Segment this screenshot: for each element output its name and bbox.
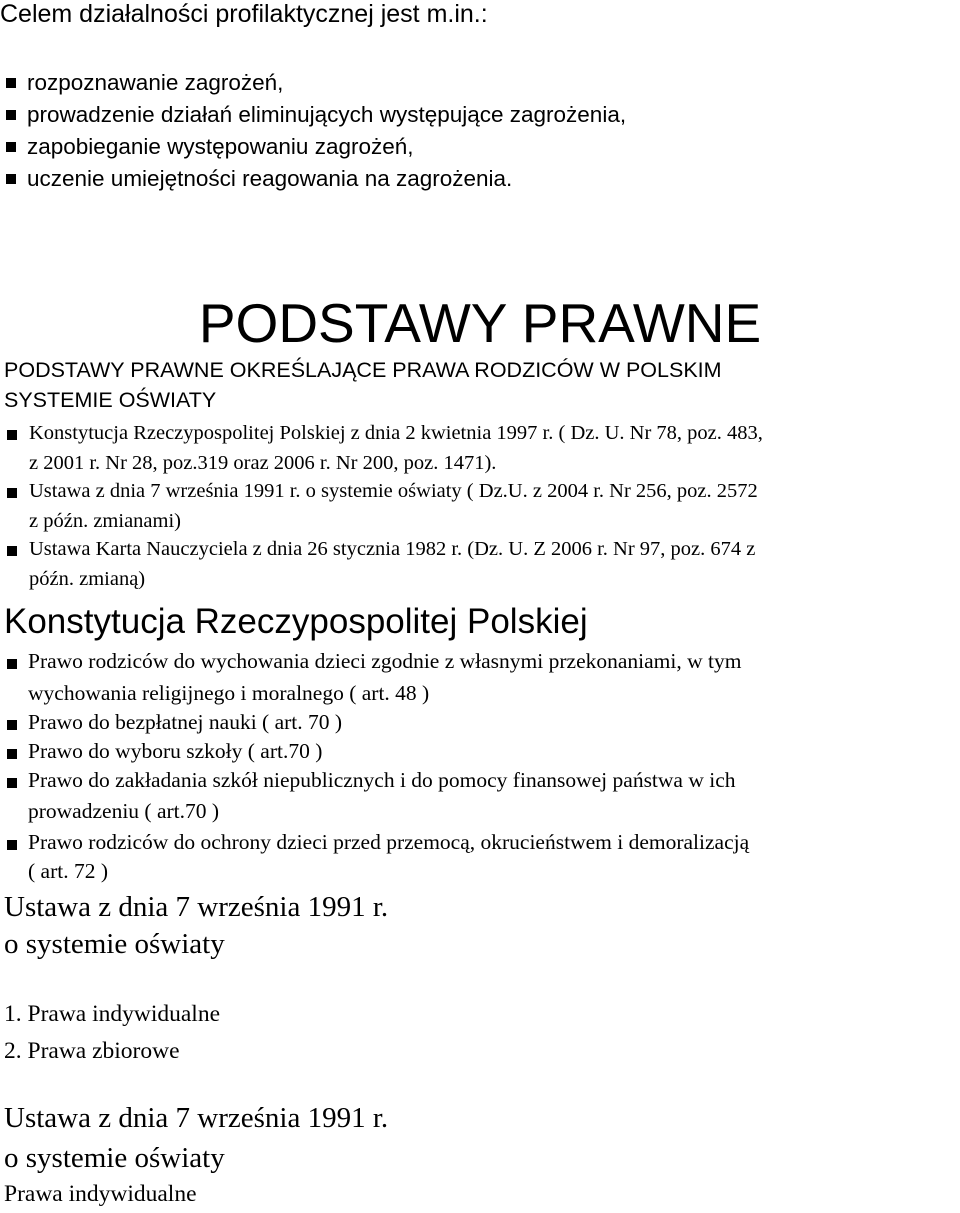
bullet-icon — [7, 659, 17, 669]
constitution-item-line2: wychowania religijnego i moralnego ( art. 48 ) — [28, 681, 430, 705]
bullet-icon — [7, 840, 17, 850]
legal-subheading-line2: SYSTEMIE OŚWIATY — [4, 388, 217, 412]
legal-item-line1: Ustawa z dnia 7 września 1991 r. o systemie oświaty ( Dz.U. z 2004 r. Nr 256, poz. 2572 — [29, 480, 758, 502]
constitution-item-line1: Prawo rodziców do ochrony dzieci przed przemocą, okrucieństwem i demoralizacją — [28, 830, 750, 854]
intro-item: rozpoznawanie zagrożeń, — [27, 70, 284, 95]
intro-item: zapobieganie występowaniu zagrożeń, — [27, 134, 414, 159]
bullet-icon — [7, 430, 17, 440]
legal-item-line1: Ustawa Karta Nauczyciela z dnia 26 stycznia 1982 r. (Dz. U. Z 2006 r. Nr 97, poz. 674 z — [29, 538, 756, 560]
bullet-icon — [6, 110, 16, 120]
legal-heading: PODSTAWY PRAWNE — [198, 292, 762, 354]
legal-item-line1: Konstytucja Rzeczypospolitej Polskiej z dnia 2 kwietnia 1997 r. ( Dz. U. Nr 78, poz. 483, — [29, 422, 763, 444]
bullet-icon — [7, 749, 17, 759]
constitution-item-line1: Prawo do bezpłatnej nauki ( art. 70 ) — [28, 710, 343, 734]
constitution-item-line2: ( art. 72 ) — [28, 859, 108, 883]
act2-subtitle: Prawa indywidualne — [4, 1181, 197, 1207]
legal-item-line2: z 2001 r. Nr 28, poz.319 oraz 2006 r. Nr 200, poz. 1471). — [29, 452, 497, 474]
act1-list-item: 2. Prawa zbiorowe — [4, 1038, 180, 1064]
bullet-icon — [7, 546, 17, 556]
bullet-icon — [7, 488, 17, 498]
intro-item: uczenie umiejętności reagowania na zagrożenia. — [27, 166, 513, 191]
legal-subheading-line1: PODSTAWY PRAWNE OKREŚLAJĄCE PRAWA RODZICÓW W POLSKIM — [4, 358, 722, 382]
legal-item-line2: z późn. zmianami) — [29, 510, 181, 532]
constitution-item-line1: Prawo rodziców do wychowania dzieci zgodnie z własnymi przekonaniami, w tym — [28, 649, 742, 673]
act2-title-line1: Ustawa z dnia 7 września 1991 r. — [4, 1102, 389, 1134]
constitution-heading: Konstytucja Rzeczypospolitej Polskiej — [4, 602, 588, 641]
act1-title-line1: Ustawa z dnia 7 września 1991 r. — [4, 891, 389, 923]
bullet-icon — [6, 174, 16, 184]
intro-item: prowadzenie działań eliminujących występujące zagrożenia, — [27, 102, 627, 127]
constitution-item-line2: prowadzeniu ( art.70 ) — [28, 799, 220, 823]
bullet-icon — [6, 78, 16, 88]
constitution-item-line1: Prawo do wyboru szkoły ( art.70 ) — [28, 739, 323, 763]
constitution-item-line1: Prawo do zakładania szkół niepublicznych i do pomocy finansowej państwa w ich — [28, 768, 736, 792]
bullet-icon — [6, 142, 16, 152]
bullet-icon — [7, 720, 17, 730]
act1-title-line2: o systemie oświaty — [4, 928, 225, 960]
intro-title: Celem działalności profilaktycznej jest m.in.: — [0, 0, 488, 28]
act2-title-line2: o systemie oświaty — [4, 1142, 225, 1174]
act1-list-item: 1. Prawa indywidualne — [4, 1001, 221, 1027]
bullet-icon — [7, 778, 17, 788]
legal-item-line2: późn. zmianą) — [29, 568, 146, 590]
